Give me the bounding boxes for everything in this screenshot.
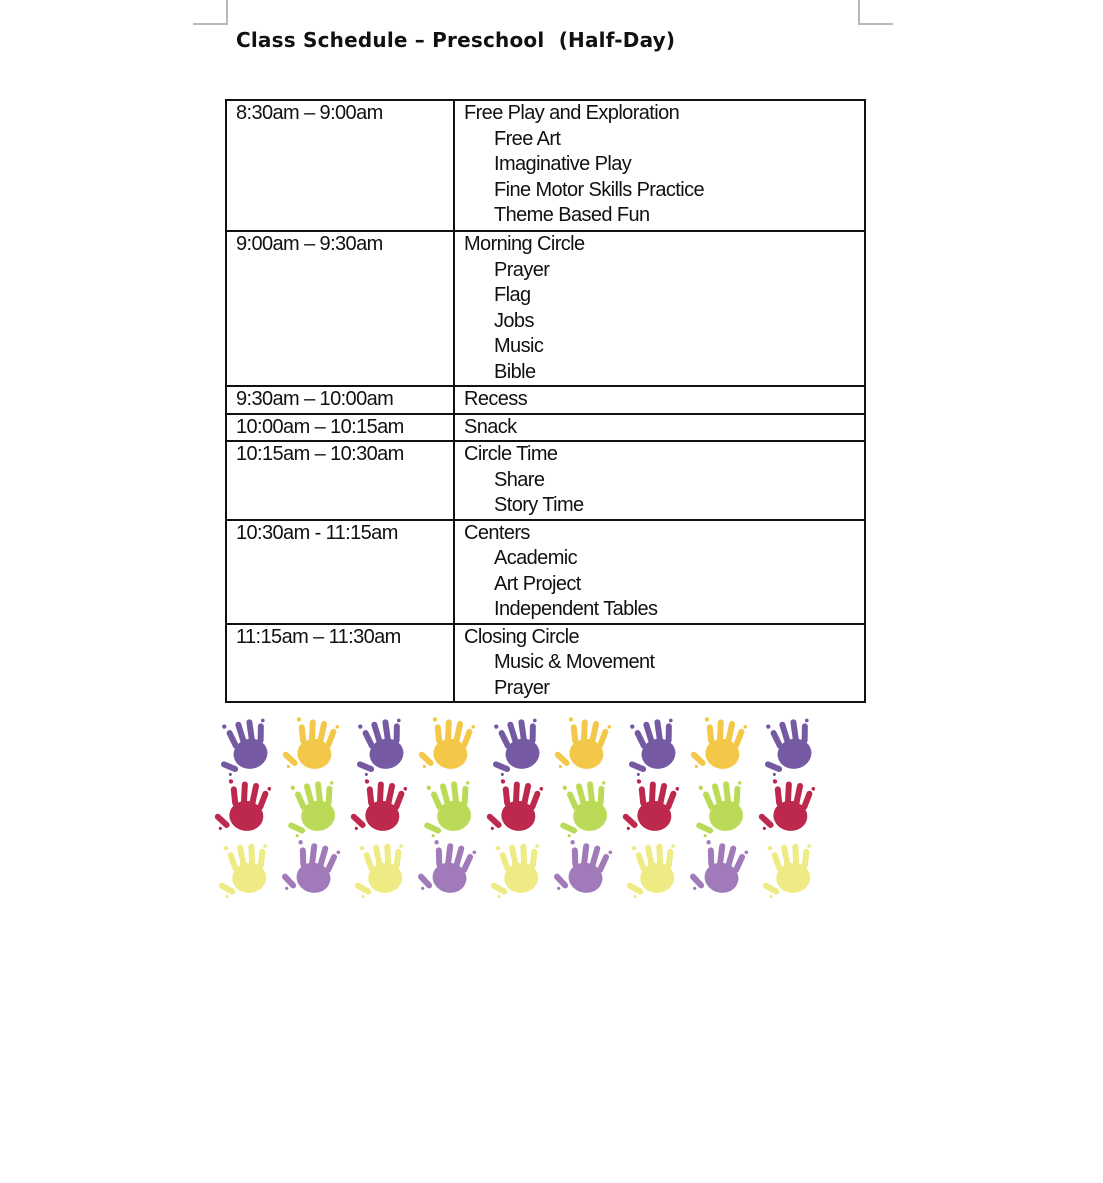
handprint-icon <box>484 716 547 778</box>
handprint-icon <box>414 838 477 900</box>
activity-title: Free Play and Exploration <box>464 102 680 124</box>
activity-cell <box>454 441 865 520</box>
handprint-icon <box>552 779 613 839</box>
handprint-icon <box>348 716 411 778</box>
crop-mark-right-vertical <box>858 0 860 25</box>
handprint-icon <box>416 779 477 839</box>
handprint-icon <box>622 842 680 899</box>
schedule-table <box>225 99 866 703</box>
time-cell: 11:15am – 11:30am <box>226 624 454 703</box>
handprint-icon <box>214 842 272 899</box>
table-row <box>226 441 865 520</box>
activity-cell <box>454 100 865 231</box>
activity-item: Music & Movement <box>494 651 655 673</box>
activity-title: Closing Circle <box>464 625 579 648</box>
activity-title: Circle Time <box>464 443 558 465</box>
table-row <box>226 100 865 231</box>
table-row <box>226 231 865 386</box>
activity-item: Independent Tables <box>494 598 658 620</box>
activity-cell <box>454 414 865 442</box>
handprint-icon <box>756 778 816 837</box>
handprint-icon <box>552 716 612 775</box>
time-cell: 9:30am – 10:00am <box>226 386 454 414</box>
handprint-icon <box>758 842 816 899</box>
activity-item: Art Project <box>494 572 581 595</box>
handprint-icon <box>486 842 544 899</box>
activity-item: Free Art <box>494 127 561 150</box>
handprint-icon <box>688 716 748 775</box>
activity-title: Morning Circle <box>464 233 585 255</box>
time-cell: 10:00am – 10:15am <box>226 414 454 442</box>
activity-title: Snack <box>464 415 517 438</box>
time-cell: 10:15am – 10:30am <box>226 441 454 520</box>
handprint-icon <box>212 778 272 837</box>
table-row <box>226 414 865 442</box>
handprint-icon <box>280 779 341 839</box>
activity-item: Theme Based Fun <box>494 204 650 226</box>
handprint-icon <box>212 716 274 778</box>
handprint-icon <box>484 778 544 837</box>
activity-item: Bible <box>494 360 536 383</box>
time-cell: 9:00am – 9:30am <box>226 231 454 386</box>
handprints-border <box>212 700 862 910</box>
handprint-icon <box>756 716 819 778</box>
crop-mark-left-horizontal <box>193 23 228 25</box>
activity-item: Prayer <box>494 258 550 281</box>
activity-item: Flag <box>494 284 531 306</box>
handprint-icon <box>620 716 683 778</box>
time-cell: 8:30am – 9:00am <box>226 100 454 231</box>
table-row <box>226 386 865 414</box>
table-row <box>226 520 865 624</box>
activity-item: Story Time <box>494 494 584 516</box>
activity-item: Jobs <box>494 309 534 332</box>
handprint-icon <box>348 778 408 837</box>
handprint-icon <box>278 838 341 900</box>
handprint-icon <box>350 842 408 899</box>
table-row <box>226 624 865 703</box>
activity-cell <box>454 520 865 624</box>
handprint-icon <box>688 779 749 839</box>
activity-cell <box>454 386 865 414</box>
document-title: Class Schedule – Preschool (Half-Day) <box>236 28 676 52</box>
handprint-icon <box>416 716 476 775</box>
activity-cell <box>454 231 865 386</box>
activity-item: Academic <box>494 547 578 569</box>
handprint-icon <box>686 838 749 900</box>
handprint-icon <box>550 838 613 900</box>
activity-item: Imaginative Play <box>494 153 632 175</box>
activity-item: Fine Motor Skills Practice <box>494 178 705 201</box>
activity-cell <box>454 624 865 703</box>
time-cell: 10:30am - 11:15am <box>226 520 454 624</box>
activity-item: Music <box>494 335 544 357</box>
crop-mark-left-vertical <box>226 0 228 25</box>
activity-item: Prayer <box>494 676 550 699</box>
crop-mark-right-horizontal <box>858 23 893 25</box>
activity-title: Recess <box>464 388 528 410</box>
activity-item: Share <box>494 468 545 491</box>
handprint-icon <box>280 716 340 775</box>
activity-title: Centers <box>464 521 530 544</box>
handprint-icon <box>620 778 680 837</box>
